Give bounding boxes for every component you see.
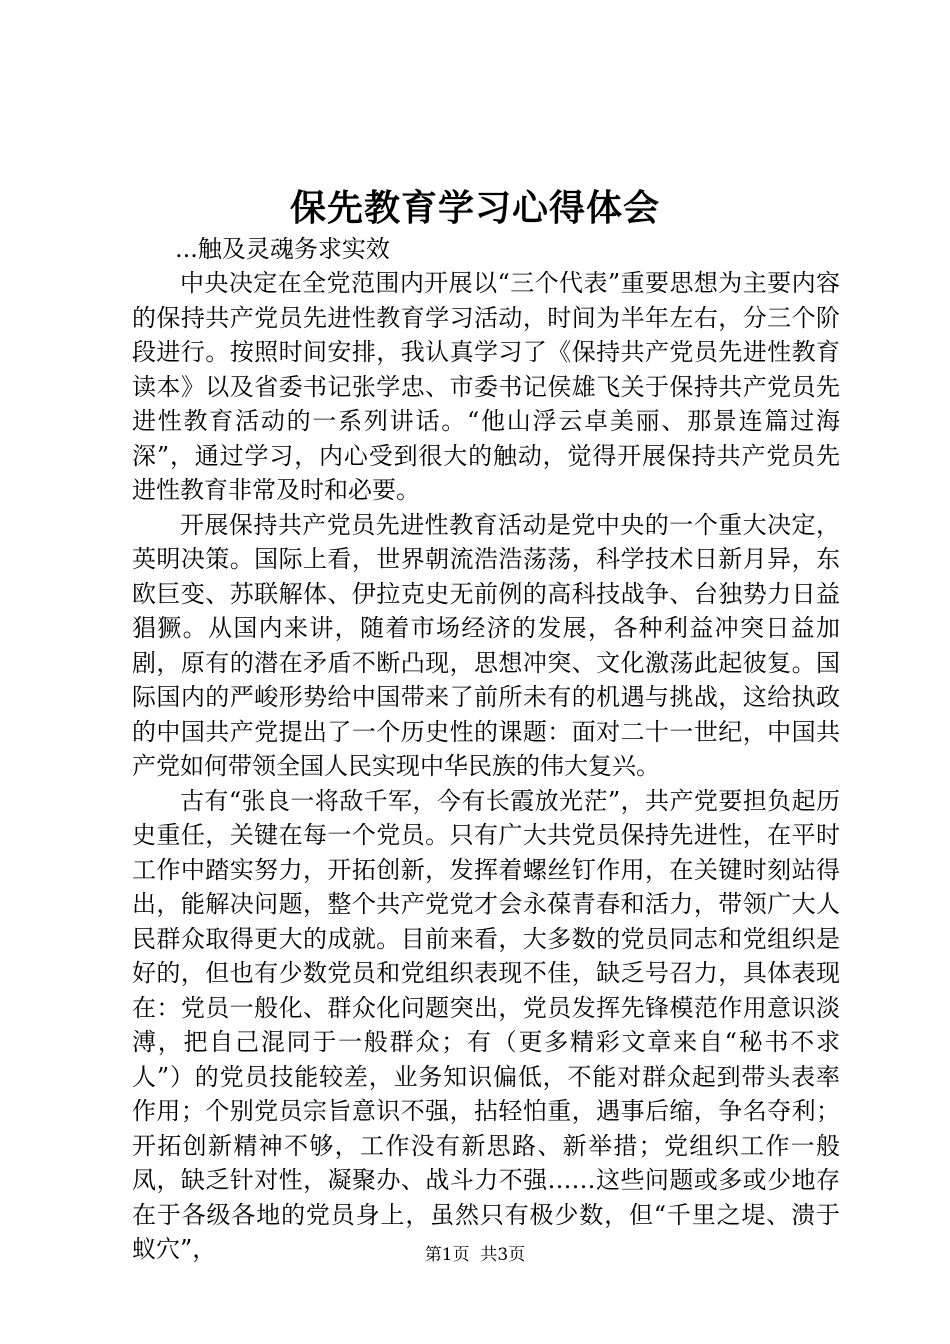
- page-number-footer: 第1页 共3页: [424, 1245, 526, 1265]
- paragraph: 开展保持共产党员先进性教育活动是党中央的一个重大决定，英明决策。国际上看，世界朝流浩浩荡荡，科学技术日新月异，东欧巨变、苏联解体、伊拉克史无前例的高科技战争、台独势力日益猖獗。从国内来讲，随着市场经济的发展，各种利益冲突日益加剧，原有的潜在矛盾不断凸现，思想冲突、文化激荡此起彼复。国际国内的严峻形势给中国带来了前所未有的机遇与挑战，这给执政的中国共产党提出了一个历史性的课题：面对二十一世纪，中国共产党如何带领全国人民实现中华民族的伟大复兴。: [132, 510, 840, 780]
- document-body: [132, 266, 840, 1267]
- paragraph: 中央决定在全党范围内开展以“三个代表”重要思想为主要内容的保持共产党员先进性教育学习活动，时间为半年左右，分三个阶段进行。按照时间安排，我认真学习了《保持共产党员先进性教育读本》以及省委书记张学忠、市委书记侯雄飞关于保持共产党员先进性教育活动的一系列讲话。“他山浮云卓美丽、那景连篇过海深”，通过学习，内心受到很大的触动，觉得开展保持共产党员先进性教育非常及时和必要。: [132, 269, 840, 504]
- paragraph: 古有“张良一将敌千军，今有长霞放光茫”，共产党要担负起历史重任，关键在每一个党员。只有广大共党员保持先进性，在平时工作中踏实努力，开拓创新，发挥着螺丝钉作用，在关键时刻站得出，能解决问题，整个共产党党才会永葆青春和活力，带领广大人民群众取得更大的成就。目前来看，大多数的党员同志和党组织是好的，但也有少数党员和党组织表现不佳，缺乏号召力，具体表现在：党员一般化、群众化问题突出，党员发挥先锋模范作用意识淡溥，把自己混同于一般群众；有（更多精彩文章来自“秘书不求人”）的党员技能较差，业务知识偏低，不能对群众起到带头表率作用；个别党员宗旨意识不强，拈轻怕重，遇事后缩，争名夺利；开拓创新精神不够，工作没有新思路、新举措；党组织工作一般凤，缺乏针对性，凝聚办、战斗力不强……这些问题或多或少地存在于各级各地的党员身上，虽然只有极少数，但“千里之堤、溃于蚁穴”，: [132, 786, 840, 1263]
- document-subtitle: ...触及灵魂务求实效: [175, 235, 390, 263]
- document-title: 保先教育学习心得体会: [289, 187, 660, 229]
